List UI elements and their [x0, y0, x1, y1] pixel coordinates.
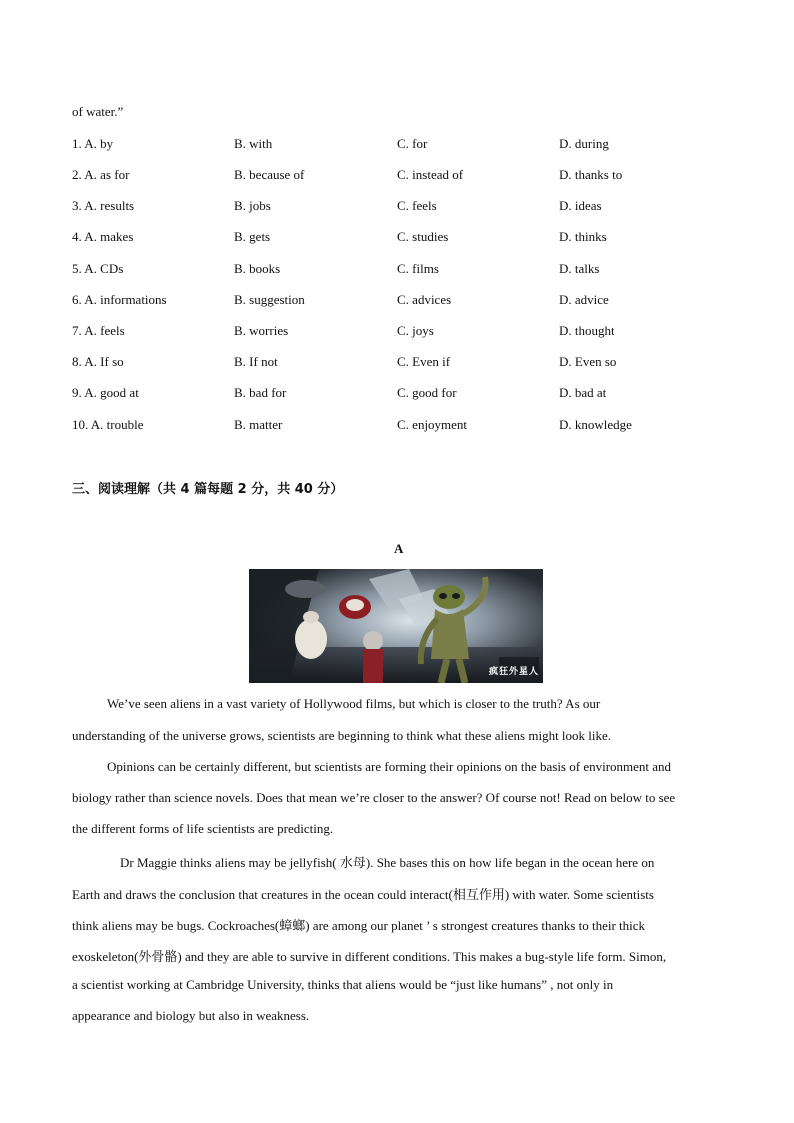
- option-a: 5. A. CDs: [72, 261, 124, 276]
- paragraph-line: biology rather than science novels. Does that mean we’re closer to the answer? Of course not! Read on below to see: [72, 790, 676, 805]
- question-row: [72, 261, 752, 281]
- option-c: C. studies: [397, 229, 449, 244]
- question-row: [72, 198, 752, 218]
- option-d: D. thought: [559, 323, 615, 338]
- option-b: B. worries: [234, 323, 289, 338]
- option-c: C. films: [397, 261, 439, 276]
- option-c: C. feels: [397, 198, 437, 213]
- option-a: 1. A. by: [72, 136, 114, 151]
- question-row: [72, 136, 752, 156]
- paragraph-line: a scientist working at Cambridge University, thinks that aliens would be “just like humans” , not only in: [72, 977, 614, 992]
- option-b: B. with: [234, 136, 273, 151]
- option-b: B. If not: [234, 354, 278, 369]
- option-d: D. talks: [559, 261, 600, 276]
- option-a: 3. A. results: [72, 198, 135, 213]
- option-d: D. thanks to: [559, 167, 623, 182]
- paragraph-line: Earth and draws the conclusion that creatures in the ocean could interact(相互作用) with water. Some scientists: [72, 887, 654, 902]
- option-c: C. enjoyment: [397, 417, 468, 432]
- question-row: [72, 385, 752, 405]
- passage-end-fragment: of water.”: [72, 104, 124, 119]
- option-d: D. thinks: [559, 229, 607, 244]
- option-b: B. gets: [234, 229, 271, 244]
- option-a: 2. A. as for: [72, 167, 130, 182]
- paragraph-line: the different forms of life scientists are predicting.: [72, 821, 334, 836]
- option-b: B. suggestion: [234, 292, 305, 307]
- movie-still-image: [249, 569, 543, 683]
- question-row: [72, 323, 752, 343]
- question-row: [72, 167, 752, 187]
- paragraph-line: understanding of the universe grows, scientists are beginning to think what these aliens might look like.: [72, 728, 612, 743]
- option-a: 8. A. If so: [72, 354, 124, 369]
- option-c: C. joys: [397, 323, 434, 338]
- option-b: B. matter: [234, 417, 283, 432]
- option-c: C. instead of: [397, 167, 464, 182]
- option-c: C. for: [397, 136, 428, 151]
- question-row: [72, 292, 752, 312]
- question-row: [72, 354, 752, 374]
- option-d: D. Even so: [559, 354, 617, 369]
- paragraph-line: Opinions can be certainly different, but scientists are forming their opinions on the basis of environment and: [107, 759, 672, 774]
- option-b: B. bad for: [234, 385, 287, 400]
- option-b: B. because of: [234, 167, 305, 182]
- paragraph-line: We’ve seen aliens in a vast variety of Hollywood films, but which is closer to the truth? As our: [107, 696, 601, 711]
- paragraph-line: think aliens may be bugs. Cockroaches(蟑螂) are among our planet ’ s strongest creatures thanks to their thick: [72, 918, 646, 933]
- question-row: [72, 229, 752, 249]
- question-row: [72, 417, 752, 437]
- paragraph-line: exoskeleton(外骨骼) and they are able to survive in different conditions. This makes a bug-style life form. Simon,: [72, 949, 667, 964]
- paragraph-line: appearance and biology but also in weakness.: [72, 1008, 310, 1023]
- option-d: D. knowledge: [559, 417, 632, 432]
- option-a: 9. A. good at: [72, 385, 139, 400]
- option-a: 4. A. makes: [72, 229, 134, 244]
- paragraph-line: Dr Maggie thinks aliens may be jellyfish( 水母). She bases this on how life began in the ocean here on: [120, 855, 655, 870]
- option-d: D. ideas: [559, 198, 602, 213]
- option-c: C. advices: [397, 292, 452, 307]
- option-d: D. bad at: [559, 385, 607, 400]
- passage-label: A: [394, 541, 404, 556]
- option-c: C. Even if: [397, 354, 451, 369]
- option-d: D. during: [559, 136, 609, 151]
- option-b: B. books: [234, 261, 281, 276]
- option-a: 10. A. trouble: [72, 417, 144, 432]
- option-d: D. advice: [559, 292, 609, 307]
- option-a: 7. A. feels: [72, 323, 125, 338]
- option-b: B. jobs: [234, 198, 271, 213]
- movie-logo: 疯狂外星人: [488, 667, 539, 677]
- option-c: C. good for: [397, 385, 457, 400]
- section-title: 三、阅读理解（共 4 篇每题 2 分，共 40 分）: [72, 482, 344, 497]
- option-a: 6. A. informations: [72, 292, 167, 307]
